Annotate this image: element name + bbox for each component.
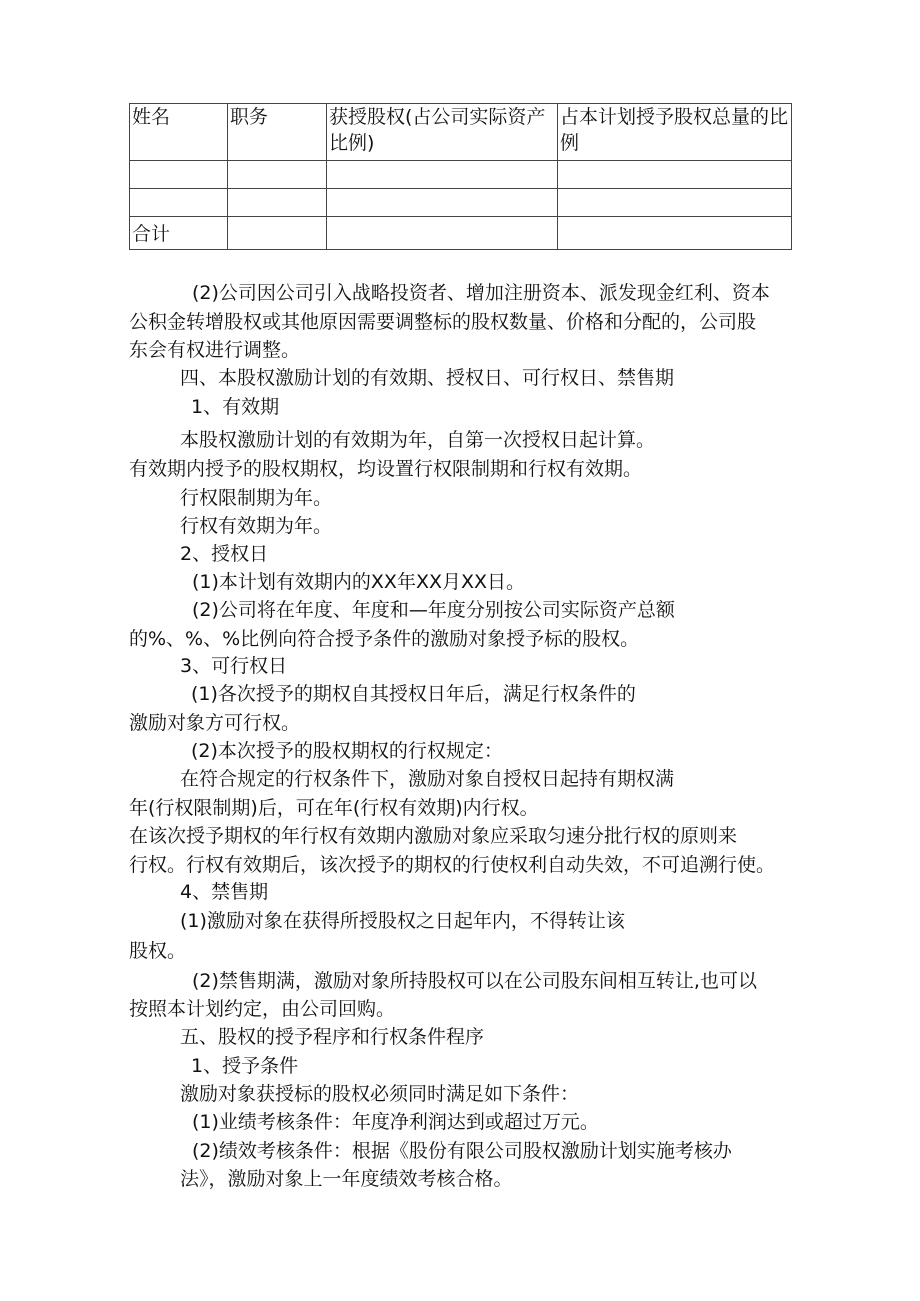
table-cell (228, 189, 327, 217)
paragraph-line: 法》，激励对象上一年度绩效考核合格。 (180, 1168, 513, 1190)
paragraph-line: 在该次授予期权的年行权有效期内激励对象应采取匀速分批行权的原则来 (129, 825, 738, 847)
paragraph-line: 在符合规定的行权条件下，激励对象自授权日起持有期权满 (180, 768, 675, 790)
subsection-heading: 1、授予条件 (191, 1055, 299, 1077)
table-cell (228, 217, 327, 250)
table-cell (558, 161, 792, 189)
paragraph-line: 本股权激励计划的有效期为年，自第一次授权日起计算。 (180, 429, 656, 451)
table-row (130, 161, 792, 189)
paragraph-line: (2)禁售期满，激励对象所持股权可以在公司股东间相互转让,也可以 (192, 970, 757, 992)
paragraph-line: (2)绩效考核条件：根据《股份有限公司股权激励计划实施考核办 (192, 1140, 732, 1162)
subsection-heading: 3、可行权日 (180, 655, 288, 677)
header-position: 职务 (228, 104, 327, 161)
paragraph-line: 东会有权进行调整。 (129, 339, 301, 361)
paragraph-line: 激励对象获授标的股权必须同时满足如下条件： (180, 1083, 580, 1105)
paragraph-line: 按照本计划约定，由公司回购。 (129, 998, 396, 1020)
table-cell (130, 161, 228, 189)
table-header-row (130, 104, 792, 161)
paragraph-line: 行权限制期为年。 (180, 487, 333, 509)
paragraph-line: 有效期内授予的股权期权，均设置行权限制期和行权有效期。 (129, 458, 643, 480)
header-name: 姓名 (130, 104, 228, 161)
table-cell (558, 189, 792, 217)
paragraph-line: 股权。 (129, 940, 187, 962)
header-plan-ratio: 占本计划授予股权总量的比例 (558, 104, 792, 161)
table-total-row (130, 217, 792, 250)
header-granted-equity: 获授股权(占公司实际资产比例) (327, 104, 558, 161)
table-row (130, 189, 792, 217)
table-cell (130, 189, 228, 217)
paragraph-line: 行权有效期为年。 (180, 515, 333, 537)
paragraph-line: (1)各次授予的期权自其授权日年后，满足行权条件的 (191, 683, 636, 705)
paragraph-line: 年(行权限制期)后，可在年(行权有效期)内行权。 (129, 797, 539, 819)
total-label: 合计 (130, 217, 228, 250)
paragraph-line: (1)激励对象在获得所授股权之日起年内，不得转让该 (180, 910, 625, 932)
subsection-heading: 1、有效期 (191, 396, 280, 418)
table-cell (228, 161, 327, 189)
paragraph-line: (2)本次授予的股权期权的行权规定： (191, 740, 503, 762)
paragraph-line: (2)公司将在年度、年度和—年度分别按公司实际资产总额 (192, 599, 675, 621)
table-cell (327, 189, 558, 217)
paragraph-line: 行权。行权有效期后，该次授予的期权的行使权利自动失效，不可追溯行使。 (129, 854, 776, 876)
paragraph-line: (1)业绩考核条件：年度净利润达到或超过万元。 (192, 1111, 599, 1133)
subsection-heading: 4、禁售期 (180, 881, 269, 903)
equity-allocation-table (129, 103, 792, 250)
subsection-heading: 2、授权日 (180, 543, 269, 565)
table-cell (327, 217, 558, 250)
paragraph-line: (1)本计划有效期内的XX年XX月XX日。 (192, 571, 526, 593)
table-cell (558, 217, 792, 250)
section-heading: 五、股权的授予程序和行权条件程序 (180, 1026, 485, 1048)
section-heading: 四、本股权激励计划的有效期、授权日、可行权日、禁售期 (180, 367, 675, 389)
table-cell (327, 161, 558, 189)
paragraph-line: 激励对象方可行权。 (129, 712, 301, 734)
paragraph-line: (2)公司因公司引入战略投资者、增加注册资本、派发现金红利、资本 (192, 282, 770, 304)
paragraph-line: 公积金转增股权或其他原因需要调整标的股权数量、价格和分配的，公司股 (129, 311, 757, 333)
paragraph-line: 的%、%、%比例向符合授予条件的激励对象授予标的股权。 (129, 628, 640, 650)
